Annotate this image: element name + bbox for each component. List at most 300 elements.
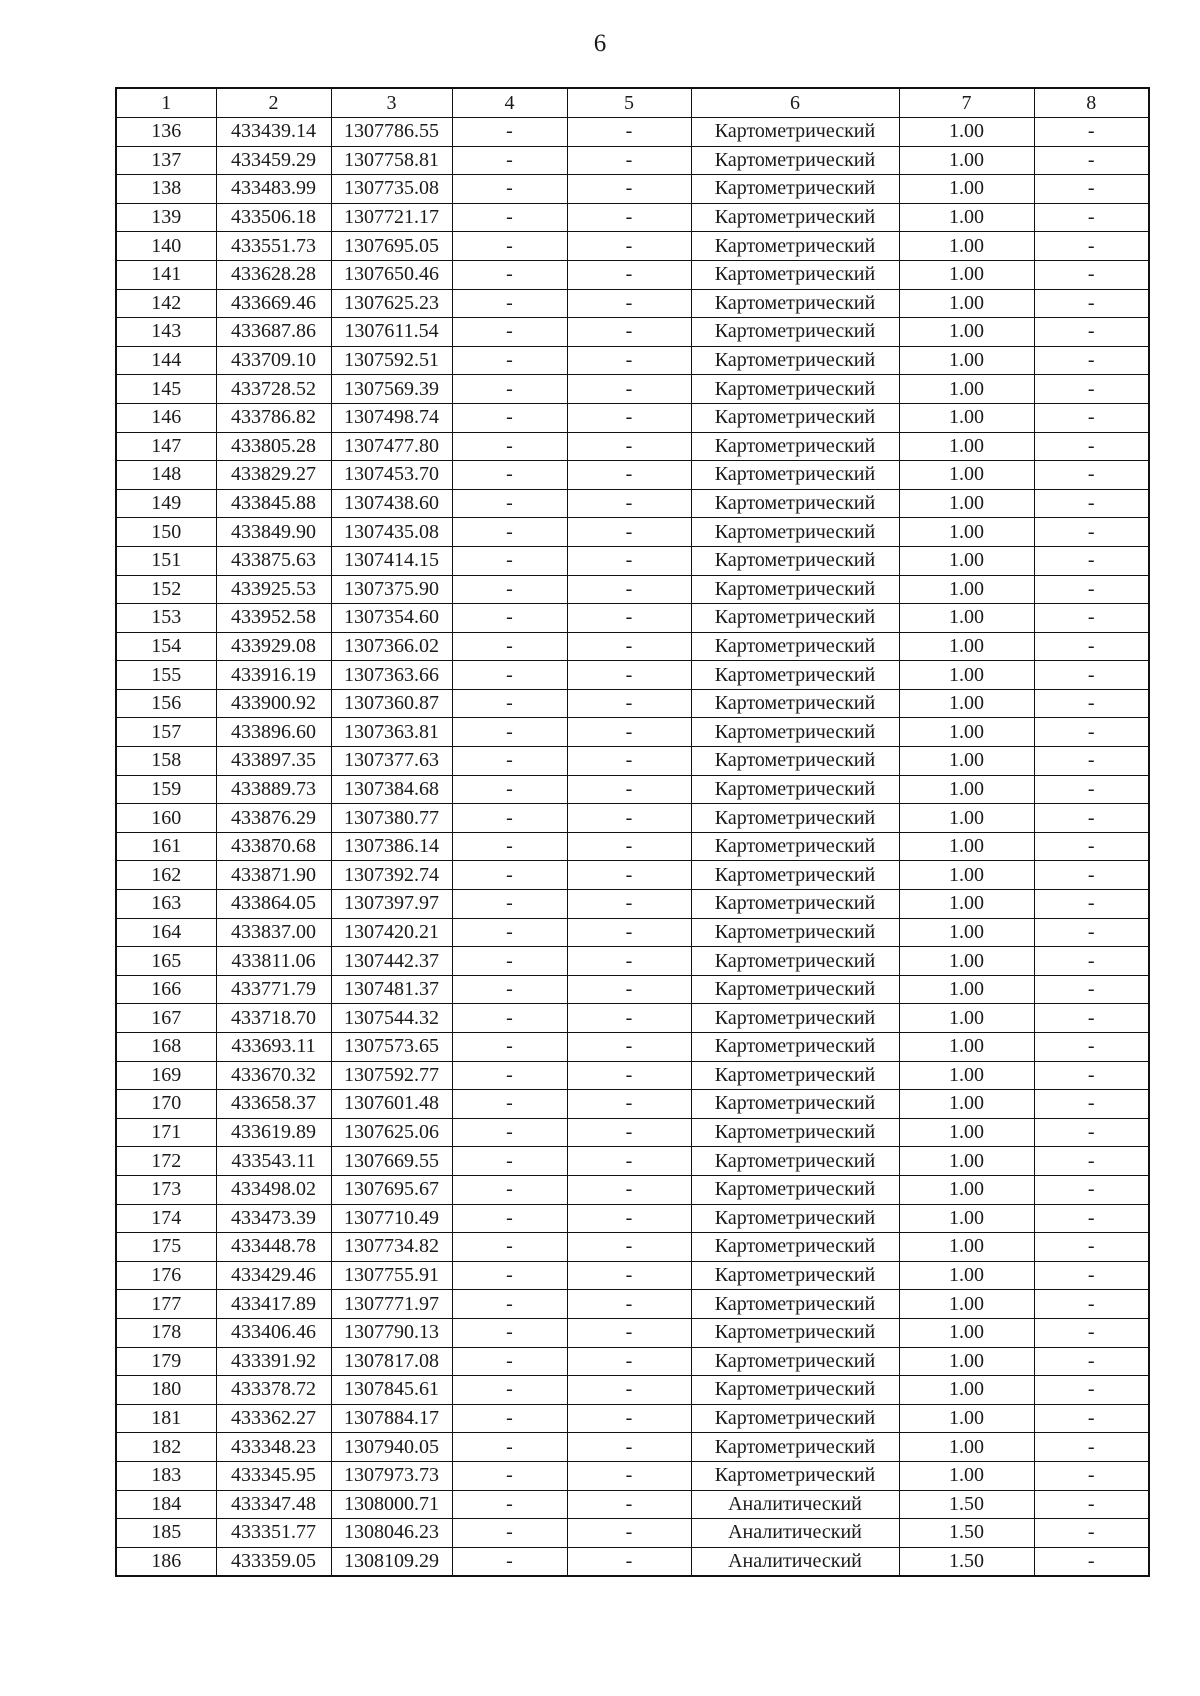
col8-cell: - [1034,1204,1149,1233]
accuracy-cell: 1.00 [899,1175,1034,1204]
table-row [116,489,1149,518]
y-coordinate-cell: 1307592.51 [331,346,452,375]
col4-cell: - [452,975,567,1004]
col8-cell: - [1034,203,1149,232]
col4-cell: - [452,832,567,861]
accuracy-cell: 1.00 [899,203,1034,232]
accuracy-cell: 1.00 [899,604,1034,633]
col5-cell: - [567,775,691,804]
col8-cell: - [1034,1404,1149,1433]
y-coordinate-cell: 1307755.91 [331,1261,452,1290]
col8-cell: - [1034,318,1149,347]
table-row [116,747,1149,776]
accuracy-cell: 1.00 [899,175,1034,204]
accuracy-cell: 1.00 [899,1261,1034,1290]
table-row [116,546,1149,575]
col8-cell: - [1034,918,1149,947]
method-cell: Картометрический [691,632,899,661]
col5-cell: - [567,575,691,604]
point-number-cell: 141 [116,260,216,289]
col4-cell: - [452,1033,567,1062]
x-coordinate-cell: 433359.05 [216,1547,331,1576]
method-cell: Картометрический [691,832,899,861]
y-coordinate-cell: 1307817.08 [331,1347,452,1376]
point-number-cell: 159 [116,775,216,804]
col8-cell: - [1034,661,1149,690]
y-coordinate-cell: 1307435.08 [331,518,452,547]
col4-cell: - [452,1318,567,1347]
col4-cell: - [452,518,567,547]
col8-cell: - [1034,461,1149,490]
point-number-cell: 175 [116,1233,216,1262]
x-coordinate-cell: 433429.46 [216,1261,331,1290]
col8-cell: - [1034,804,1149,833]
method-cell: Картометрический [691,1004,899,1033]
table-row [116,318,1149,347]
col5-cell: - [567,718,691,747]
x-coordinate-cell: 433551.73 [216,232,331,261]
point-number-cell: 145 [116,375,216,404]
table-row [116,346,1149,375]
accuracy-cell: 1.00 [899,918,1034,947]
table-row [116,947,1149,976]
accuracy-cell: 1.00 [899,489,1034,518]
accuracy-cell: 1.00 [899,890,1034,919]
y-coordinate-cell: 1307384.68 [331,775,452,804]
table-row [116,1204,1149,1233]
y-coordinate-cell: 1307786.55 [331,118,452,147]
accuracy-cell: 1.00 [899,546,1034,575]
col4-cell: - [452,804,567,833]
y-coordinate-cell: 1307592.77 [331,1061,452,1090]
col4-cell: - [452,747,567,776]
point-number-cell: 146 [116,403,216,432]
accuracy-cell: 1.00 [899,232,1034,261]
x-coordinate-cell: 433543.11 [216,1147,331,1176]
col5-cell: - [567,346,691,375]
col4-cell: - [452,1004,567,1033]
col4-cell: - [452,118,567,147]
method-cell: Картометрический [691,1033,899,1062]
x-coordinate-cell: 433897.35 [216,747,331,776]
accuracy-cell: 1.00 [899,1147,1034,1176]
x-coordinate-cell: 433347.48 [216,1490,331,1519]
method-cell: Картометрический [691,918,899,947]
col4-cell: - [452,346,567,375]
table-row [116,1033,1149,1062]
col8-cell: - [1034,1347,1149,1376]
point-number-cell: 139 [116,203,216,232]
col8-cell: - [1034,1090,1149,1119]
y-coordinate-cell: 1307734.82 [331,1233,452,1262]
point-number-cell: 171 [116,1118,216,1147]
table-row [116,890,1149,919]
method-cell: Картометрический [691,1204,899,1233]
col4-cell: - [452,232,567,261]
x-coordinate-cell: 433459.29 [216,146,331,175]
col4-cell: - [452,1547,567,1576]
y-coordinate-cell: 1307758.81 [331,146,452,175]
column-header: 7 [899,88,1034,118]
accuracy-cell: 1.00 [899,403,1034,432]
method-cell: Картометрический [691,575,899,604]
col5-cell: - [567,1033,691,1062]
accuracy-cell: 1.50 [899,1519,1034,1548]
x-coordinate-cell: 433811.06 [216,947,331,976]
column-header: 2 [216,88,331,118]
method-cell: Картометрический [691,375,899,404]
x-coordinate-cell: 433771.79 [216,975,331,1004]
col4-cell: - [452,1204,567,1233]
y-coordinate-cell: 1307498.74 [331,403,452,432]
y-coordinate-cell: 1308000.71 [331,1490,452,1519]
col5-cell: - [567,1490,691,1519]
point-number-cell: 160 [116,804,216,833]
col5-cell: - [567,375,691,404]
col5-cell: - [567,661,691,690]
col8-cell: - [1034,947,1149,976]
x-coordinate-cell: 433849.90 [216,518,331,547]
coordinates-table [115,87,1150,1577]
col4-cell: - [452,1376,567,1405]
accuracy-cell: 1.00 [899,861,1034,890]
method-cell: Картометрический [691,1347,899,1376]
y-coordinate-cell: 1307845.61 [331,1376,452,1405]
x-coordinate-cell: 433378.72 [216,1376,331,1405]
method-cell: Аналитический [691,1519,899,1548]
col4-cell: - [452,1061,567,1090]
y-coordinate-cell: 1308109.29 [331,1547,452,1576]
accuracy-cell: 1.00 [899,518,1034,547]
col4-cell: - [452,289,567,318]
col4-cell: - [452,1347,567,1376]
table-row [116,1118,1149,1147]
x-coordinate-cell: 433417.89 [216,1290,331,1319]
col4-cell: - [452,489,567,518]
table-row [116,1404,1149,1433]
col4-cell: - [452,146,567,175]
col4-cell: - [452,1147,567,1176]
col8-cell: - [1034,175,1149,204]
y-coordinate-cell: 1307544.32 [331,1004,452,1033]
col4-cell: - [452,775,567,804]
x-coordinate-cell: 433952.58 [216,604,331,633]
col5-cell: - [567,1347,691,1376]
col5-cell: - [567,1433,691,1462]
col8-cell: - [1034,1490,1149,1519]
table-row [116,203,1149,232]
y-coordinate-cell: 1307477.80 [331,432,452,461]
point-number-cell: 176 [116,1261,216,1290]
point-number-cell: 166 [116,975,216,1004]
col5-cell: - [567,260,691,289]
col5-cell: - [567,175,691,204]
point-number-cell: 150 [116,518,216,547]
x-coordinate-cell: 433864.05 [216,890,331,919]
col8-cell: - [1034,1376,1149,1405]
point-number-cell: 147 [116,432,216,461]
accuracy-cell: 1.00 [899,118,1034,147]
x-coordinate-cell: 433900.92 [216,689,331,718]
table-body [116,118,1149,1577]
col8-cell: - [1034,546,1149,575]
col4-cell: - [452,1490,567,1519]
y-coordinate-cell: 1307790.13 [331,1318,452,1347]
col5-cell: - [567,1261,691,1290]
y-coordinate-cell: 1307710.49 [331,1204,452,1233]
table-row [116,403,1149,432]
col4-cell: - [452,632,567,661]
y-coordinate-cell: 1307414.15 [331,546,452,575]
col8-cell: - [1034,1233,1149,1262]
x-coordinate-cell: 433670.32 [216,1061,331,1090]
col5-cell: - [567,804,691,833]
accuracy-cell: 1.00 [899,318,1034,347]
col8-cell: - [1034,775,1149,804]
col8-cell: - [1034,375,1149,404]
point-number-cell: 167 [116,1004,216,1033]
method-cell: Картометрический [691,1290,899,1319]
col5-cell: - [567,1090,691,1119]
col4-cell: - [452,1118,567,1147]
accuracy-cell: 1.00 [899,1290,1034,1319]
x-coordinate-cell: 433619.89 [216,1118,331,1147]
point-number-cell: 179 [116,1347,216,1376]
col8-cell: - [1034,146,1149,175]
y-coordinate-cell: 1307735.08 [331,175,452,204]
col5-cell: - [567,1547,691,1576]
y-coordinate-cell: 1307375.90 [331,575,452,604]
x-coordinate-cell: 433786.82 [216,403,331,432]
method-cell: Картометрический [691,489,899,518]
method-cell: Картометрический [691,1118,899,1147]
table-row [116,1061,1149,1090]
table-row [116,118,1149,147]
table-row [116,175,1149,204]
col4-cell: - [452,1290,567,1319]
accuracy-cell: 1.00 [899,1061,1034,1090]
x-coordinate-cell: 433925.53 [216,575,331,604]
accuracy-cell: 1.50 [899,1490,1034,1519]
col5-cell: - [567,432,691,461]
method-cell: Картометрический [691,604,899,633]
table-row [116,775,1149,804]
y-coordinate-cell: 1307625.06 [331,1118,452,1147]
col5-cell: - [567,518,691,547]
method-cell: Картометрический [691,146,899,175]
col4-cell: - [452,461,567,490]
col5-cell: - [567,918,691,947]
col5-cell: - [567,1175,691,1204]
x-coordinate-cell: 433406.46 [216,1318,331,1347]
col4-cell: - [452,661,567,690]
table-row [116,1004,1149,1033]
x-coordinate-cell: 433345.95 [216,1461,331,1490]
col5-cell: - [567,232,691,261]
y-coordinate-cell: 1307386.14 [331,832,452,861]
x-coordinate-cell: 433829.27 [216,461,331,490]
method-cell: Картометрический [691,289,899,318]
point-number-cell: 148 [116,461,216,490]
page-number: 6 [593,30,607,57]
col8-cell: - [1034,1118,1149,1147]
col8-cell: - [1034,1547,1149,1576]
method-cell: Картометрический [691,260,899,289]
y-coordinate-cell: 1307695.67 [331,1175,452,1204]
method-cell: Картометрический [691,546,899,575]
x-coordinate-cell: 433805.28 [216,432,331,461]
y-coordinate-cell: 1307601.48 [331,1090,452,1119]
y-coordinate-cell: 1307354.60 [331,604,452,633]
method-cell: Картометрический [691,804,899,833]
method-cell: Картометрический [691,461,899,490]
col8-cell: - [1034,1318,1149,1347]
point-number-cell: 154 [116,632,216,661]
col5-cell: - [567,1004,691,1033]
y-coordinate-cell: 1307366.02 [331,632,452,661]
table-row [116,1261,1149,1290]
table-row [116,861,1149,890]
y-coordinate-cell: 1307573.65 [331,1033,452,1062]
point-number-cell: 165 [116,947,216,976]
point-number-cell: 155 [116,661,216,690]
table-row [116,1347,1149,1376]
point-number-cell: 162 [116,861,216,890]
col8-cell: - [1034,260,1149,289]
x-coordinate-cell: 433506.18 [216,203,331,232]
col8-cell: - [1034,1261,1149,1290]
col8-cell: - [1034,861,1149,890]
method-cell: Аналитический [691,1490,899,1519]
method-cell: Картометрический [691,1233,899,1262]
col8-cell: - [1034,832,1149,861]
point-number-cell: 161 [116,832,216,861]
accuracy-cell: 1.00 [899,575,1034,604]
x-coordinate-cell: 433916.19 [216,661,331,690]
x-coordinate-cell: 433728.52 [216,375,331,404]
point-number-cell: 185 [116,1519,216,1548]
col5-cell: - [567,1147,691,1176]
point-number-cell: 170 [116,1090,216,1119]
accuracy-cell: 1.00 [899,804,1034,833]
col4-cell: - [452,1404,567,1433]
col8-cell: - [1034,118,1149,147]
col8-cell: - [1034,1033,1149,1062]
col4-cell: - [452,918,567,947]
accuracy-cell: 1.00 [899,260,1034,289]
table-row [116,1433,1149,1462]
column-header: 5 [567,88,691,118]
col8-cell: - [1034,747,1149,776]
col5-cell: - [567,1204,691,1233]
col5-cell: - [567,1061,691,1090]
table-row [116,432,1149,461]
point-number-cell: 136 [116,118,216,147]
x-coordinate-cell: 433845.88 [216,489,331,518]
x-coordinate-cell: 433628.28 [216,260,331,289]
accuracy-cell: 1.00 [899,689,1034,718]
col8-cell: - [1034,575,1149,604]
x-coordinate-cell: 433483.99 [216,175,331,204]
accuracy-cell: 1.00 [899,1404,1034,1433]
method-cell: Картометрический [691,1090,899,1119]
y-coordinate-cell: 1307695.05 [331,232,452,261]
table-row [116,1318,1149,1347]
column-header: 1 [116,88,216,118]
col5-cell: - [567,489,691,518]
col4-cell: - [452,1461,567,1490]
point-number-cell: 182 [116,1433,216,1462]
col5-cell: - [567,1233,691,1262]
point-number-cell: 168 [116,1033,216,1062]
x-coordinate-cell: 433391.92 [216,1347,331,1376]
table-row [116,1490,1149,1519]
x-coordinate-cell: 433669.46 [216,289,331,318]
accuracy-cell: 1.00 [899,1433,1034,1462]
table-row [116,1233,1149,1262]
x-coordinate-cell: 433348.23 [216,1433,331,1462]
col8-cell: - [1034,432,1149,461]
accuracy-cell: 1.00 [899,747,1034,776]
col8-cell: - [1034,289,1149,318]
col4-cell: - [452,947,567,976]
y-coordinate-cell: 1307771.97 [331,1290,452,1319]
y-coordinate-cell: 1307940.05 [331,1433,452,1462]
y-coordinate-cell: 1307380.77 [331,804,452,833]
col4-cell: - [452,604,567,633]
col5-cell: - [567,203,691,232]
y-coordinate-cell: 1308046.23 [331,1519,452,1548]
table-row [116,1461,1149,1490]
accuracy-cell: 1.00 [899,1376,1034,1405]
point-number-cell: 169 [116,1061,216,1090]
col5-cell: - [567,861,691,890]
x-coordinate-cell: 433876.29 [216,804,331,833]
col5-cell: - [567,632,691,661]
table-row [116,975,1149,1004]
method-cell: Картометрический [691,861,899,890]
y-coordinate-cell: 1307611.54 [331,318,452,347]
table-row [116,1090,1149,1119]
x-coordinate-cell: 433875.63 [216,546,331,575]
col4-cell: - [452,718,567,747]
col8-cell: - [1034,232,1149,261]
col5-cell: - [567,146,691,175]
col5-cell: - [567,832,691,861]
table-row [116,632,1149,661]
accuracy-cell: 1.00 [899,432,1034,461]
col4-cell: - [452,375,567,404]
col5-cell: - [567,947,691,976]
x-coordinate-cell: 433687.86 [216,318,331,347]
col8-cell: - [1034,1175,1149,1204]
col8-cell: - [1034,1461,1149,1490]
accuracy-cell: 1.00 [899,775,1034,804]
accuracy-cell: 1.00 [899,632,1034,661]
point-number-cell: 178 [116,1318,216,1347]
col8-cell: - [1034,1147,1149,1176]
accuracy-cell: 1.00 [899,975,1034,1004]
accuracy-cell: 1.00 [899,718,1034,747]
table-row [116,1290,1149,1319]
method-cell: Картометрический [691,518,899,547]
method-cell: Картометрический [691,1061,899,1090]
x-coordinate-cell: 433693.11 [216,1033,331,1062]
accuracy-cell: 1.00 [899,1090,1034,1119]
method-cell: Картометрический [691,661,899,690]
table-row [116,146,1149,175]
point-number-cell: 140 [116,232,216,261]
